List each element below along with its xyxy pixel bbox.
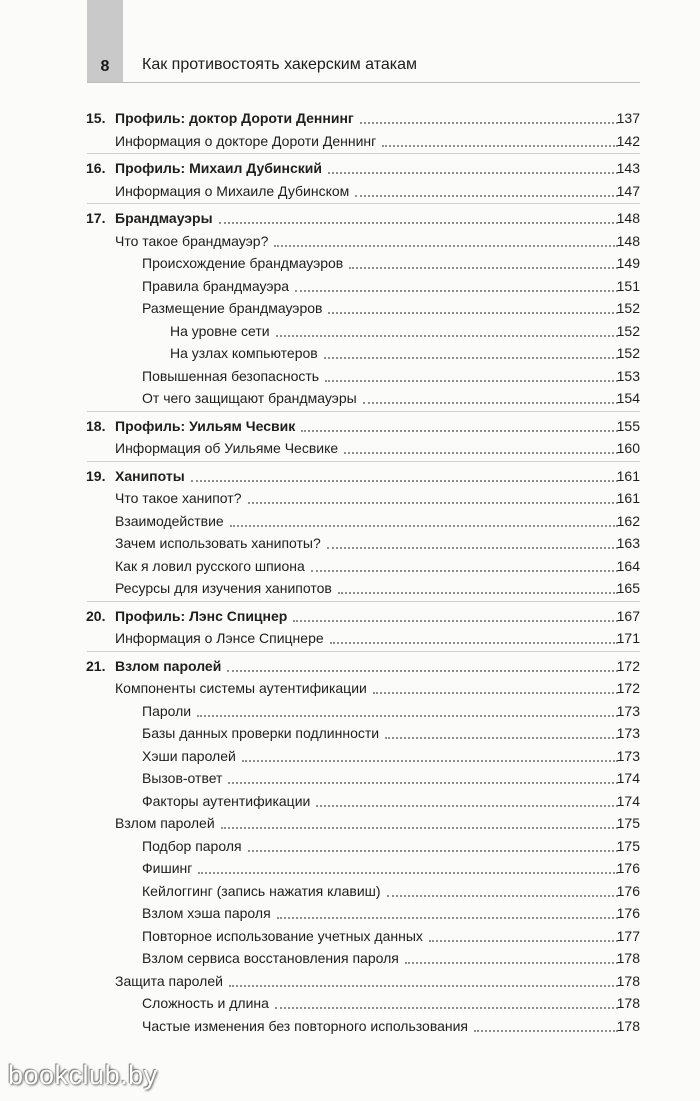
dot-leader bbox=[429, 940, 618, 942]
dot-leader bbox=[221, 827, 618, 829]
dot-leader bbox=[293, 620, 618, 622]
entry-title: Брандмауэры bbox=[115, 210, 213, 226]
dot-leader bbox=[311, 570, 618, 572]
entry-page-number: 151 bbox=[616, 277, 640, 294]
dot-leader bbox=[363, 402, 618, 404]
entry-title: Ханипоты bbox=[115, 467, 185, 484]
dot-leader bbox=[230, 525, 618, 527]
dot-leader bbox=[385, 737, 618, 739]
entry-title: Что такое ханипот? bbox=[115, 490, 242, 506]
entry-title: Факторы аутентификации bbox=[142, 792, 311, 809]
entry-page-number: 178 bbox=[616, 995, 640, 1011]
entry-page-number: 176 bbox=[616, 882, 640, 899]
entry-page-number: 178 bbox=[616, 972, 640, 989]
entry-title: Профиль: Лэнс Спицнер bbox=[115, 607, 288, 624]
entry-page-number: 162 bbox=[616, 512, 640, 529]
entry-title: От чего защищают брандмауэры bbox=[142, 390, 357, 406]
dot-leader bbox=[274, 245, 618, 247]
entry-page-number: 171 bbox=[616, 630, 640, 646]
entry-page-number: 161 bbox=[616, 467, 640, 484]
toc-chapter-entry[interactable] bbox=[0, 605, 700, 627]
entry-page-number: 149 bbox=[616, 255, 640, 271]
entry-title: Что такое брандмауэр? bbox=[115, 232, 269, 249]
entry-page-number: 174 bbox=[616, 770, 640, 786]
entry-page-number: 152 bbox=[616, 322, 640, 339]
toc-entry[interactable] bbox=[0, 992, 700, 1014]
entry-page-number: 143 bbox=[616, 160, 640, 176]
entry-page-number: 148 bbox=[616, 232, 640, 249]
toc-entry[interactable] bbox=[0, 970, 700, 992]
dot-leader bbox=[328, 312, 618, 314]
dot-leader bbox=[242, 760, 618, 762]
entry-title: Повышенная безопасность bbox=[142, 367, 320, 384]
toc-chapter-entry[interactable] bbox=[0, 465, 700, 487]
toc-chapter-entry[interactable] bbox=[0, 157, 700, 179]
toc-entry[interactable] bbox=[0, 365, 700, 387]
toc-entry[interactable] bbox=[0, 230, 700, 252]
toc-entry[interactable] bbox=[0, 1015, 700, 1037]
dot-leader bbox=[316, 805, 618, 807]
dot-leader bbox=[295, 290, 618, 292]
toc-entry[interactable] bbox=[0, 180, 700, 202]
toc-entry[interactable] bbox=[0, 677, 700, 699]
chapter-separator bbox=[87, 461, 640, 462]
entry-title: Ресурсы для изучения ханипотов bbox=[115, 580, 332, 596]
entry-title: Информация об Уильяме Чесвике bbox=[115, 440, 339, 456]
chapter-number: 18. bbox=[86, 417, 106, 434]
toc-entry[interactable] bbox=[0, 925, 700, 947]
toc-entry[interactable] bbox=[0, 745, 700, 767]
entry-title: Взлом сервиса восстановления пароля bbox=[142, 950, 399, 966]
entry-title: Фишинг bbox=[142, 860, 193, 876]
entry-title: Хэши паролей bbox=[142, 747, 236, 764]
entry-title: На уровне сети bbox=[170, 322, 270, 339]
toc-entry[interactable] bbox=[0, 532, 700, 554]
dot-leader bbox=[248, 850, 618, 852]
dot-leader bbox=[197, 715, 618, 717]
entry-page-number: 148 bbox=[616, 210, 640, 226]
dot-leader bbox=[301, 430, 618, 432]
chapter-number: 16. bbox=[86, 160, 106, 176]
entry-title: Информация о Лэнсе Спицнере bbox=[115, 630, 324, 646]
entry-page-number: 178 bbox=[616, 950, 640, 966]
toc-entry[interactable] bbox=[0, 700, 700, 722]
entry-title: Сложность и длина bbox=[142, 995, 269, 1011]
toc-chapter-entry[interactable] bbox=[0, 107, 700, 129]
dot-leader bbox=[344, 452, 618, 454]
dot-leader bbox=[349, 267, 618, 269]
chapter-separator bbox=[87, 651, 640, 652]
running-title: Как противостоять хакерским атакам bbox=[142, 56, 417, 73]
entry-page-number: 161 bbox=[616, 490, 640, 506]
entry-title: Информация о докторе Дороти Деннинг bbox=[115, 132, 377, 149]
header-divider bbox=[87, 82, 640, 83]
entry-page-number: 173 bbox=[616, 747, 640, 764]
toc-entry[interactable] bbox=[0, 627, 700, 649]
entry-title: Взлом паролей bbox=[115, 815, 215, 831]
toc-entry[interactable] bbox=[0, 487, 700, 509]
dot-leader bbox=[373, 692, 618, 694]
dot-leader bbox=[327, 547, 618, 549]
entry-title: Пароли bbox=[142, 702, 192, 719]
entry-page-number: 176 bbox=[616, 905, 640, 921]
dot-leader bbox=[338, 592, 618, 594]
entry-title: Защита паролей bbox=[115, 972, 223, 989]
chapter-number: 17. bbox=[86, 210, 106, 226]
dot-leader bbox=[382, 145, 618, 147]
entry-page-number: 164 bbox=[616, 557, 640, 574]
toc-entry[interactable] bbox=[0, 722, 700, 744]
entry-page-number: 175 bbox=[616, 837, 640, 854]
toc-entry[interactable] bbox=[0, 902, 700, 924]
entry-title: Подбор пароля bbox=[142, 837, 242, 854]
entry-title: Как я ловил русского шпиона bbox=[115, 557, 305, 574]
entry-title: Повторное использование учетных данных bbox=[142, 927, 423, 944]
entry-title: Зачем использовать ханипоты? bbox=[115, 535, 321, 551]
entry-title: Профиль: доктор Дороти Деннинг bbox=[115, 110, 354, 126]
entry-page-number: 153 bbox=[616, 367, 640, 384]
entry-title: Происхождение брандмауэров bbox=[142, 255, 344, 271]
watermark: bookclub.by bbox=[8, 1060, 158, 1090]
toc-entry[interactable] bbox=[0, 342, 700, 364]
dot-leader bbox=[277, 917, 618, 919]
toc-chapter-entry[interactable] bbox=[0, 655, 700, 677]
entry-page-number: 172 bbox=[616, 657, 640, 674]
dot-leader bbox=[219, 222, 618, 224]
dot-leader bbox=[360, 122, 618, 124]
toc-chapter-entry[interactable] bbox=[0, 415, 700, 437]
entry-title: Профиль: Уильям Чесвик bbox=[115, 417, 296, 434]
dot-leader bbox=[405, 962, 618, 964]
dot-leader bbox=[275, 1007, 618, 1009]
entry-page-number: 160 bbox=[616, 440, 640, 456]
toc-entry[interactable] bbox=[0, 880, 700, 902]
entry-title: Кейлоггинг (запись нажатия клавиш) bbox=[142, 882, 381, 899]
entry-page-number: 178 bbox=[616, 1017, 640, 1034]
dot-leader bbox=[325, 380, 618, 382]
toc-entry[interactable] bbox=[0, 387, 700, 409]
chapter-number: 15. bbox=[86, 110, 106, 126]
entry-page-number: 175 bbox=[616, 815, 640, 831]
entry-page-number: 167 bbox=[616, 607, 640, 624]
chapter-number: 19. bbox=[86, 467, 106, 484]
toc-entry[interactable] bbox=[0, 297, 700, 319]
entry-page-number: 137 bbox=[616, 110, 640, 126]
dot-leader bbox=[191, 480, 618, 482]
dot-leader bbox=[229, 985, 618, 987]
dot-leader bbox=[276, 335, 618, 337]
toc-entry[interactable] bbox=[0, 510, 700, 532]
entry-page-number: 163 bbox=[616, 535, 640, 551]
entry-page-number: 172 bbox=[616, 680, 640, 696]
entry-title: Профиль: Михаил Дубинский bbox=[115, 160, 322, 176]
dot-leader bbox=[474, 1030, 618, 1032]
dot-leader bbox=[355, 195, 618, 197]
chapter-number: 20. bbox=[86, 607, 106, 624]
entry-title: Взлом паролей bbox=[115, 657, 222, 674]
dot-leader bbox=[198, 872, 618, 874]
chapter-number: 21. bbox=[86, 657, 106, 674]
dot-leader bbox=[324, 357, 618, 359]
entry-page-number: 173 bbox=[616, 702, 640, 719]
entry-title: Размещение брандмауэров bbox=[142, 300, 323, 316]
entry-page-number: 152 bbox=[616, 300, 640, 316]
entry-page-number: 152 bbox=[616, 345, 640, 361]
toc-entry[interactable] bbox=[0, 252, 700, 274]
entry-title: Вызов-ответ bbox=[142, 770, 223, 786]
chapter-separator bbox=[87, 153, 640, 154]
toc-entry[interactable] bbox=[0, 437, 700, 459]
entry-title: Взлом хэша пароля bbox=[142, 905, 271, 921]
chapter-separator bbox=[87, 601, 640, 602]
toc-entry[interactable] bbox=[0, 812, 700, 834]
toc-entry[interactable] bbox=[0, 130, 700, 152]
entry-page-number: 154 bbox=[616, 390, 640, 406]
toc-entry[interactable] bbox=[0, 275, 700, 297]
dot-leader bbox=[227, 670, 618, 672]
entry-title: Правила брандмауэра bbox=[142, 277, 290, 294]
entry-page-number: 165 bbox=[616, 580, 640, 596]
toc-entry[interactable] bbox=[0, 790, 700, 812]
chapter-separator bbox=[87, 411, 640, 412]
page-number-tab bbox=[87, 0, 123, 82]
toc-entry[interactable] bbox=[0, 857, 700, 879]
entry-title: Информация о Михаиле Дубинском bbox=[115, 182, 350, 199]
dot-leader bbox=[248, 502, 618, 504]
toc-entry[interactable] bbox=[0, 835, 700, 857]
dot-leader bbox=[328, 172, 618, 174]
toc-entry[interactable] bbox=[0, 320, 700, 342]
entry-page-number: 173 bbox=[616, 725, 640, 741]
entry-page-number: 176 bbox=[616, 860, 640, 876]
toc-chapter-entry[interactable] bbox=[0, 207, 700, 229]
toc-entry[interactable] bbox=[0, 947, 700, 969]
entry-page-number: 142 bbox=[616, 132, 640, 149]
entry-page-number: 174 bbox=[616, 792, 640, 809]
dot-leader bbox=[330, 642, 618, 644]
dot-leader bbox=[228, 782, 618, 784]
chapter-separator bbox=[87, 203, 640, 204]
page-number: 8 bbox=[100, 58, 110, 75]
entry-page-number: 177 bbox=[616, 927, 640, 944]
toc-entry[interactable] bbox=[0, 767, 700, 789]
entry-page-number: 155 bbox=[616, 417, 640, 434]
entry-page-number: 147 bbox=[616, 182, 640, 199]
dot-leader bbox=[387, 895, 618, 897]
entry-title: Базы данных проверки подлинности bbox=[142, 725, 380, 741]
toc-entry[interactable] bbox=[0, 555, 700, 577]
entry-title: Частые изменения без повторного использования bbox=[142, 1017, 469, 1034]
entry-title: Взаимодействие bbox=[115, 512, 224, 529]
toc-entry[interactable] bbox=[0, 577, 700, 599]
entry-title: Компоненты системы аутентификации bbox=[115, 680, 367, 696]
entry-title: На узлах компьютеров bbox=[170, 345, 318, 361]
